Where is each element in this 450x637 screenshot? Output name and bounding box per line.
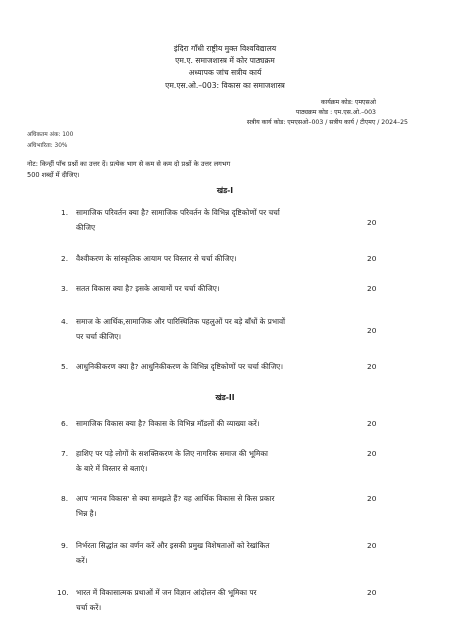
question-number: 8. bbox=[61, 494, 69, 503]
instructions-note-line1: नोट: किन्हीं पाँच प्रश्नों का उत्तर दें। प्रत्येक भाग से कम से कम दो प्रश्नों के उत्तर लगभग bbox=[27, 160, 231, 168]
question-marks: 20 bbox=[367, 284, 377, 293]
question-text bbox=[76, 251, 348, 266]
section-heading: खंड-I bbox=[216, 186, 234, 195]
question-text bbox=[76, 585, 348, 615]
question-text bbox=[76, 538, 348, 568]
question-text bbox=[76, 205, 348, 235]
question-line: निर्भरता सिद्धांत का वर्णन करें और इसकी प्रमुख विशेषताओं को रेखांकित bbox=[76, 541, 270, 550]
question-text bbox=[76, 314, 348, 344]
question-number: 6. bbox=[61, 419, 69, 428]
question-line: आधुनिकीकरण क्या है? आधुनिकीकरण के विभिन्न दृष्टिकोणों पर चर्चा कीजिए। bbox=[76, 362, 284, 371]
question-line: आप 'मानव विकास' से क्या समझते हैं? यह आर्थिक विकास से किस प्रकार bbox=[76, 494, 275, 503]
question-text bbox=[76, 446, 348, 476]
question-number: 1. bbox=[61, 208, 69, 217]
question-line: चर्चा करें। bbox=[76, 603, 102, 612]
question-marks: 20 bbox=[367, 419, 377, 428]
course-title: एम.एस.ओ.–003: विकास का समाजशास्त्र bbox=[165, 81, 285, 90]
question-line: भिन्न है। bbox=[76, 509, 97, 518]
question-line: वैश्वीकरण के सांस्कृतिक आयाम पर विस्तार से चर्चा कीजिए। bbox=[76, 254, 237, 263]
question-marks: 20 bbox=[367, 326, 377, 335]
instructions-note-line2: 500 शब्दों में दीजिए। bbox=[27, 171, 80, 179]
question-marks: 20 bbox=[367, 254, 377, 263]
question-number: 5. bbox=[61, 362, 69, 371]
question-marks: 20 bbox=[367, 494, 377, 503]
question-line: समाज के आर्थिक,सामाजिक और पारिस्थितिक पहलुओं पर बड़े बाँधों के प्रभावों bbox=[76, 317, 286, 326]
question-line: हाशिए पर पड़े लोगों के सशक्तिकरण के लिए नागरिक समाज की भूमिका bbox=[76, 449, 268, 458]
programme-name: एम.ए. समाजशास्त्र में कोर पाठ्यक्रम bbox=[175, 56, 275, 65]
question-text bbox=[76, 281, 348, 296]
question-line: भारत में विकासात्मक प्रथाओं में जन विज्ञान आंदोलन की भूमिका पर bbox=[76, 588, 257, 597]
question-line: सामाजिक विकास क्या है? विकास के विभिन्न मॉडलों की व्याख्या करें। bbox=[76, 419, 260, 428]
question-line: पर चर्चा कीजिए। bbox=[76, 332, 122, 341]
section-heading: खंड-II bbox=[215, 393, 235, 402]
question-text bbox=[76, 416, 348, 431]
programme-code: कार्यक्रम कोड: एमएसओ bbox=[320, 99, 376, 106]
question-number: 3. bbox=[61, 284, 69, 293]
question-marks: 20 bbox=[367, 449, 377, 458]
course-code: पाठ्यक्रम कोड : एम.एस.ओ.–003 bbox=[295, 109, 376, 116]
assignment-type: अध्यापक जांच सत्रीय कार्य bbox=[188, 68, 262, 77]
weightage: अधिभारिता: 30% bbox=[27, 143, 68, 149]
question-line: सतत विकास क्या है? इसके आयामों पर चर्चा कीजिए। bbox=[76, 284, 220, 293]
assignment-code: सत्रीय कार्य कोड: एमएसओ–003 / सत्रीय कार्य / टीएमए / 2024–25 bbox=[246, 119, 408, 126]
question-line: करें। bbox=[76, 556, 88, 565]
question-number: 10. bbox=[57, 588, 69, 597]
question-marks: 20 bbox=[367, 588, 377, 597]
question-number: 2. bbox=[61, 254, 69, 263]
question-marks: 20 bbox=[367, 541, 377, 550]
question-marks: 20 bbox=[367, 362, 377, 371]
question-number: 4. bbox=[61, 317, 69, 326]
question-line: के बारे में विस्तार से बताएं। bbox=[76, 464, 148, 473]
question-text bbox=[76, 491, 348, 521]
question-number: 9. bbox=[61, 541, 69, 550]
question-marks: 20 bbox=[367, 218, 377, 227]
max-marks: अधिकतम अंक: 100 bbox=[27, 132, 74, 138]
question-line: सामाजिक परिवर्तन क्या है? सामाजिक परिवर्तन के विभिन्न दृष्टिकोणों पर चर्चा bbox=[76, 208, 280, 217]
question-text bbox=[76, 359, 348, 374]
question-number: 7. bbox=[61, 449, 69, 458]
university-name: इंदिरा गाँधी राष्ट्रीय मुक्त विश्वविद्यालय bbox=[173, 44, 277, 53]
question-line: कीजिए bbox=[76, 223, 96, 232]
